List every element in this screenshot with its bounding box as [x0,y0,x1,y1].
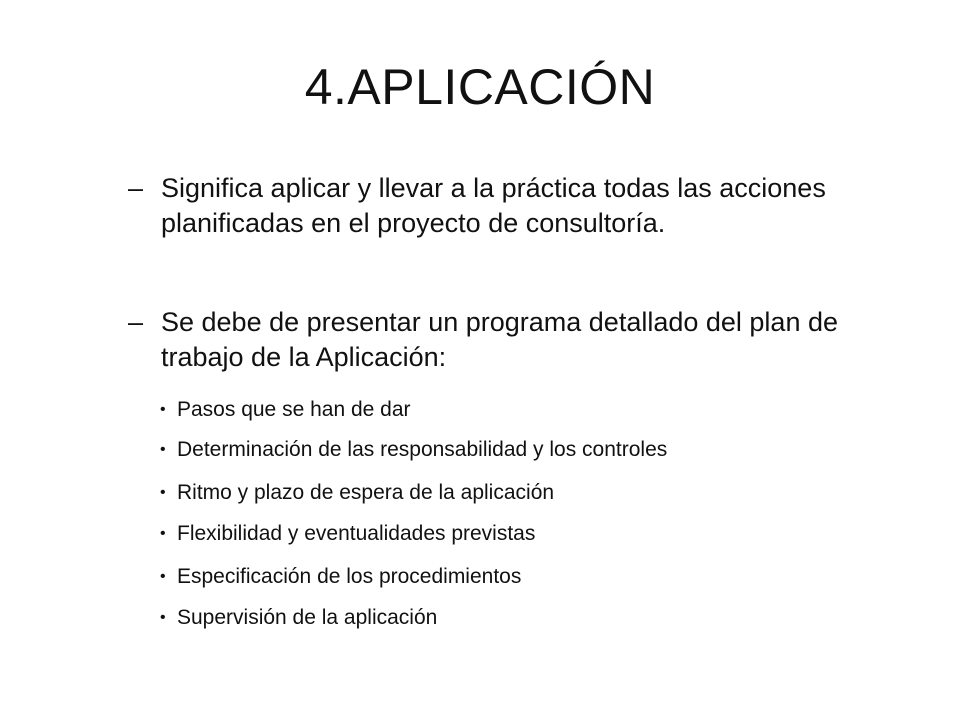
bullet-item-text: Flexibilidad y eventualidades previstas [177,522,536,545]
bullet-marker: • [160,441,166,458]
bullet-item [160,564,880,589]
bullet-marker: • [160,484,166,501]
bullet-marker: • [160,609,166,626]
bullet-marker: • [160,525,166,542]
dash-marker: – [128,173,144,203]
bullet-item [160,605,880,630]
bullet-item [160,397,880,422]
dash-item-text: Se debe de presentar un programa detallado del plan de trabajo de la Aplicación: [161,307,838,373]
dash-marker: – [128,307,144,337]
bullet-item-text: Especificación de los procedimientos [177,565,522,588]
bullet-item-text: Supervisión de la aplicación [177,606,438,629]
dash-item-text: Significa aplicar y llevar a la práctica todas las acciones planificadas en el proyecto de consultoría. [161,173,826,239]
slide-title: 4.APLICACIÓN [304,59,656,115]
bullet-item [160,521,880,546]
bullet-marker: • [160,401,166,418]
bullet-item [160,480,880,505]
bullet-item-text: Determinación de las responsabilidad y los controles [177,438,668,461]
dash-item [128,171,848,241]
bullet-marker: • [160,568,166,585]
bullet-item-text: Pasos que se han de dar [177,398,411,421]
dash-item [128,305,848,375]
bullet-item-text: Ritmo y plazo de espera de la aplicación [177,481,555,504]
bullet-item [160,437,880,462]
